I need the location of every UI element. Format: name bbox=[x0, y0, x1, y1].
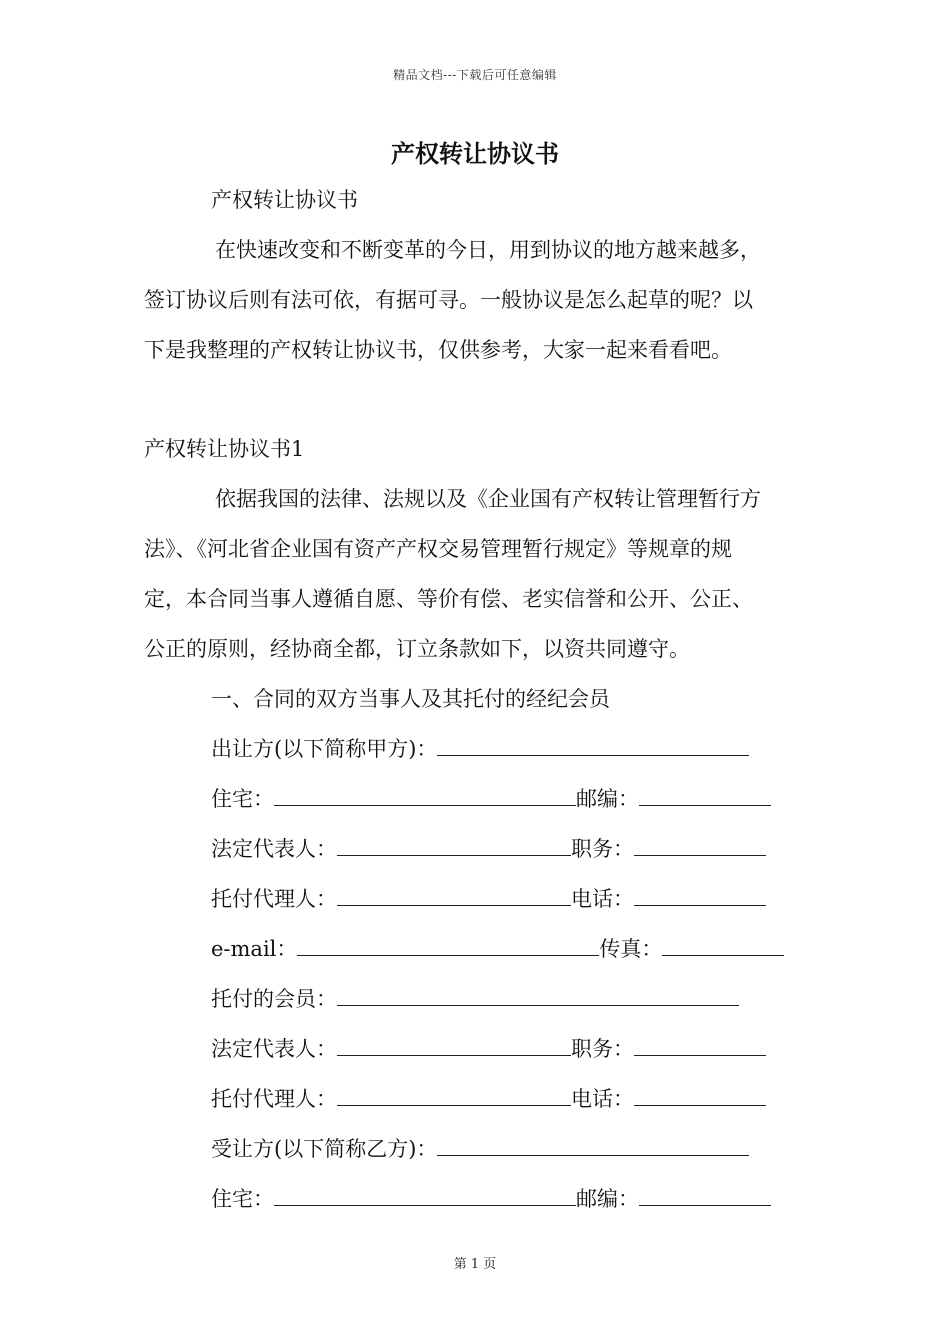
postcode-blank-2[interactable] bbox=[639, 1185, 771, 1206]
fax-blank[interactable] bbox=[662, 935, 784, 956]
transferee-blank[interactable] bbox=[437, 1135, 749, 1156]
transferee-label: 受让方(以下简称乙方)： bbox=[211, 1137, 438, 1161]
member-row bbox=[211, 984, 739, 1014]
postcode-blank[interactable] bbox=[639, 785, 771, 806]
address-label-2: 住宅： bbox=[211, 1187, 274, 1211]
email-blank[interactable] bbox=[297, 935, 599, 956]
intro-line-3: 下是我整理的产权转让协议书，仅供参考，大家一起来看看吧。 bbox=[144, 338, 732, 362]
address-row-2 bbox=[211, 1184, 771, 1214]
section-heading: 产权转让协议书1 bbox=[144, 437, 305, 461]
agent-blank-2[interactable] bbox=[337, 1085, 571, 1106]
basis-line-3: 定，本合同当事人遵循自愿、等价有偿、老实信誉和公开、公正、 bbox=[144, 587, 753, 611]
address-label: 住宅： bbox=[211, 787, 274, 811]
legal-rep-label-2: 法定代表人： bbox=[211, 1037, 337, 1061]
phone-blank[interactable] bbox=[634, 885, 766, 906]
transferor-label: 出让方(以下简称甲方)： bbox=[211, 737, 438, 761]
agent-blank[interactable] bbox=[337, 885, 571, 906]
legal-rep-blank-2[interactable] bbox=[337, 1035, 571, 1056]
position-label-2: 职务： bbox=[571, 1037, 634, 1061]
intro-line-2: 签订协议后则有法可依，有据可寻。一般协议是怎么起草的呢？以 bbox=[144, 288, 753, 312]
address-blank-2[interactable] bbox=[274, 1185, 576, 1206]
position-blank-2[interactable] bbox=[634, 1035, 766, 1056]
position-label: 职务： bbox=[571, 837, 634, 861]
fax-label: 传真： bbox=[599, 937, 663, 961]
page-number: 第 1 页 bbox=[453, 1257, 497, 1272]
subtitle: 产权转让协议书 bbox=[211, 188, 358, 212]
address-blank[interactable] bbox=[274, 785, 576, 806]
transferor-blank[interactable] bbox=[437, 735, 749, 756]
header-note: 精品文档---下载后可任意编辑 bbox=[393, 68, 557, 82]
basis-line-2: 法》、《河北省企业国有资产产权交易管理暂行规定》等规章的规 bbox=[144, 537, 732, 561]
agent-label-2: 托付代理人： bbox=[211, 1087, 337, 1111]
agent-row bbox=[211, 884, 766, 914]
agent-label: 托付代理人： bbox=[211, 887, 337, 911]
phone-label-2: 电话： bbox=[571, 1087, 634, 1111]
document-title: 产权转让协议书 bbox=[391, 139, 559, 168]
intro-line-1: 在快速改变和不断变革的今日，用到协议的地方越来越多， bbox=[215, 238, 761, 262]
basis-line-1: 依据我国的法律、法规以及《企业国有产权转让管理暂行方 bbox=[215, 487, 761, 511]
legal-rep-label: 法定代表人： bbox=[211, 837, 337, 861]
email-label: e-mail： bbox=[211, 937, 298, 961]
position-blank[interactable] bbox=[634, 835, 766, 856]
member-label: 托付的会员： bbox=[211, 987, 337, 1011]
address-row bbox=[211, 784, 771, 814]
member-blank[interactable] bbox=[337, 985, 739, 1006]
email-row bbox=[211, 934, 784, 964]
legal-rep-row bbox=[211, 834, 766, 864]
phone-label: 电话： bbox=[571, 887, 634, 911]
transferor-row bbox=[211, 734, 749, 764]
transferee-row bbox=[211, 1134, 749, 1164]
agent-row-2 bbox=[211, 1084, 766, 1114]
clause-1-heading: 一、合同的双方当事人及其托付的经纪会员 bbox=[211, 687, 610, 711]
legal-rep-row-2 bbox=[211, 1034, 766, 1064]
basis-line-4: 公正的原则，经协商全都，订立条款如下，以资共同遵守。 bbox=[144, 637, 690, 661]
postcode-label: 邮编： bbox=[576, 787, 639, 811]
legal-rep-blank[interactable] bbox=[337, 835, 571, 856]
phone-blank-2[interactable] bbox=[634, 1085, 766, 1106]
postcode-label-2: 邮编： bbox=[576, 1187, 639, 1211]
